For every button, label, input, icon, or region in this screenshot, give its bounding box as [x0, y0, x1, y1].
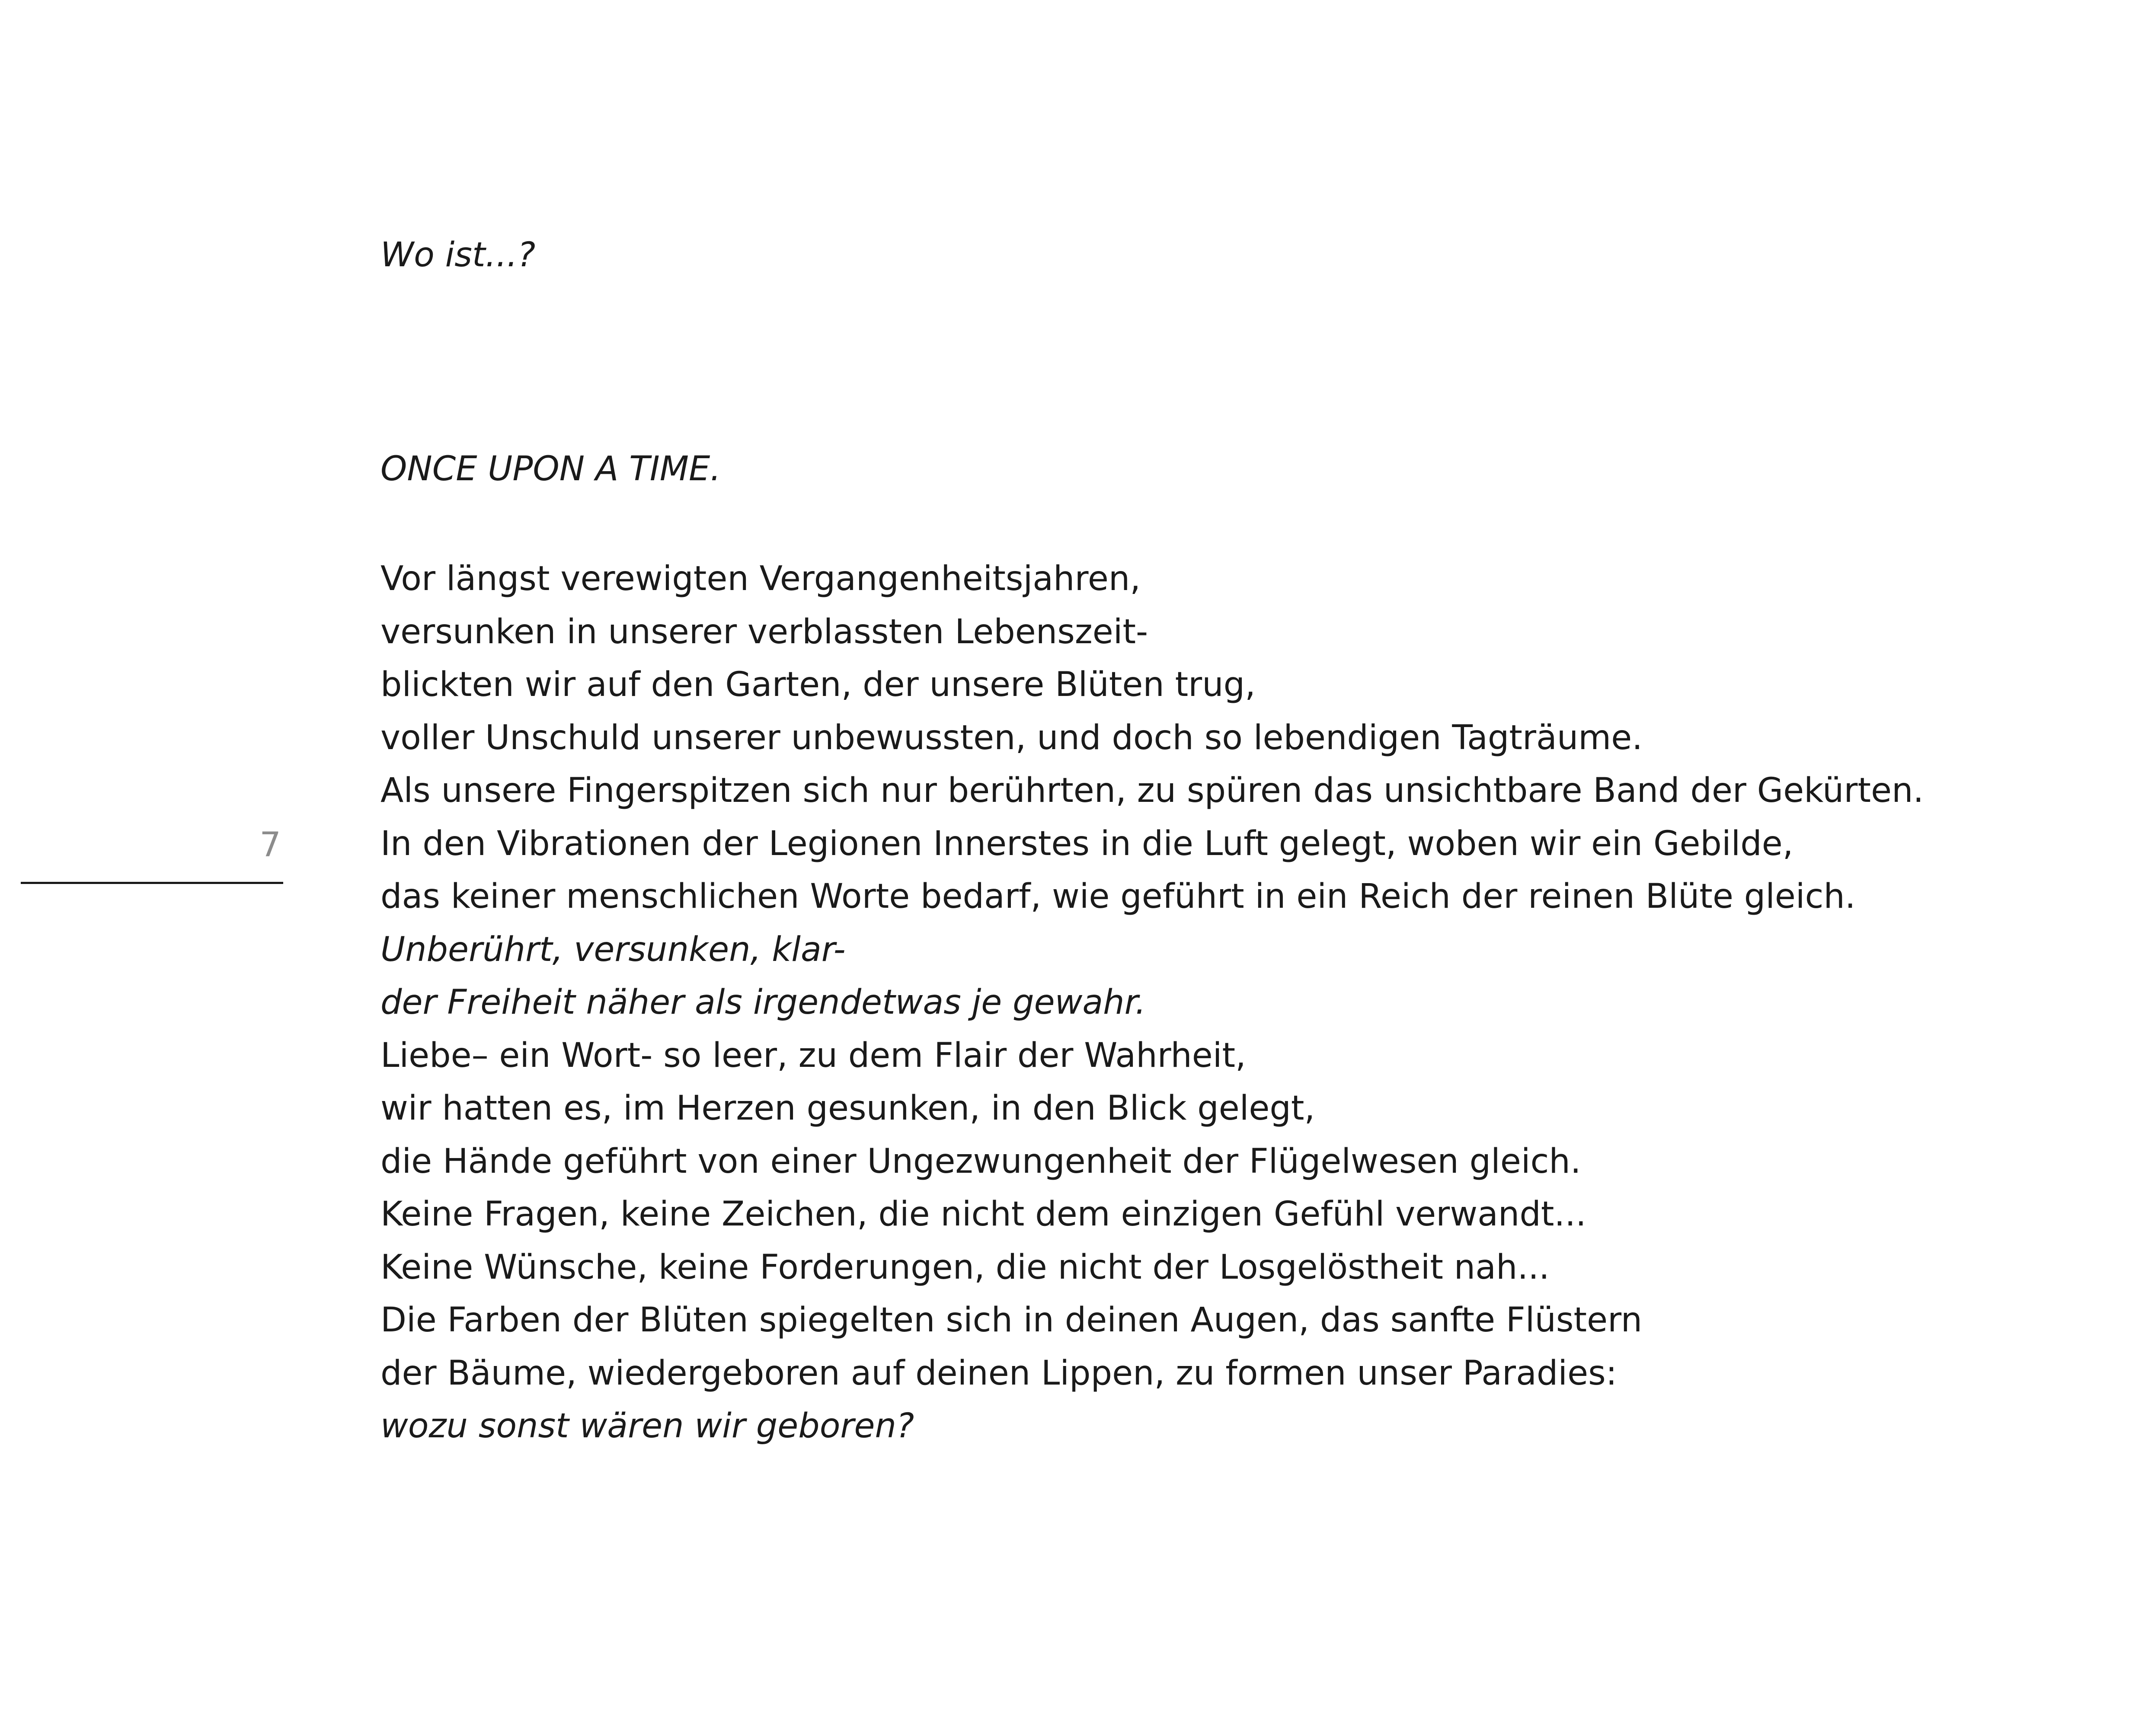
- page-number-rule: [21, 882, 283, 884]
- poem-line: voller Unschuld unserer unbewussten, und doch so lebendigen Tagträume.: [380, 718, 1643, 757]
- page-title: Wo ist...?: [380, 236, 536, 274]
- poem-line: Keine Wünsche, keine Forderungen, die nicht der Losgelöstheit nah...: [380, 1248, 1550, 1287]
- poem-line: der Freiheit näher als irgendetwas je gewahr.: [380, 983, 1146, 1022]
- section-title: ONCE UPON A TIME.: [380, 450, 721, 488]
- poem-line: der Bäume, wiedergeboren auf deinen Lippen, zu formen unser Paradies:: [380, 1353, 1617, 1393]
- poem-line: die Hände geführt von einer Ungezwungenheit der Flügelwesen gleich.: [380, 1142, 1581, 1181]
- poem-line: In den Vibrationen der Legionen Innerstes in die Luft gelegt, woben wir ein Gebilde,: [380, 824, 1793, 863]
- poem-body: [380, 552, 1924, 1453]
- poem-line: Keine Fragen, keine Zeichen, die nicht dem einzigen Gefühl verwandt...: [380, 1195, 1586, 1234]
- poem-line: Liebe– ein Wort- so leer, zu dem Flair der Wahrheit,: [380, 1036, 1246, 1075]
- poem-line: wir hatten es, im Herzen gesunken, in den Blick gelegt,: [380, 1089, 1315, 1128]
- poem-line: Die Farben der Blüten spiegelten sich in deinen Augen, das sanfte Flüstern: [380, 1301, 1643, 1340]
- poem-line: das keiner menschlichen Worte bedarf, wie geführt in ein Reich der reinen Blüte gleich.: [380, 877, 1856, 916]
- poem-line: Als unsere Fingerspitzen sich nur berührten, zu spüren das unsichtbare Band der Gekürten.: [380, 771, 1924, 810]
- poem-line: versunken in unserer verblassten Lebenszeit-: [380, 612, 1148, 651]
- page-number: 7: [259, 826, 281, 865]
- poem-line: Unberührt, versunken, klar-: [380, 930, 846, 969]
- poem-line: Vor längst verewigten Vergangenheitsjahren,: [380, 559, 1141, 598]
- poem-line: wozu sonst wären wir geboren?: [380, 1407, 914, 1446]
- poem-line: blickten wir auf den Garten, der unsere Blüten trug,: [380, 665, 1256, 704]
